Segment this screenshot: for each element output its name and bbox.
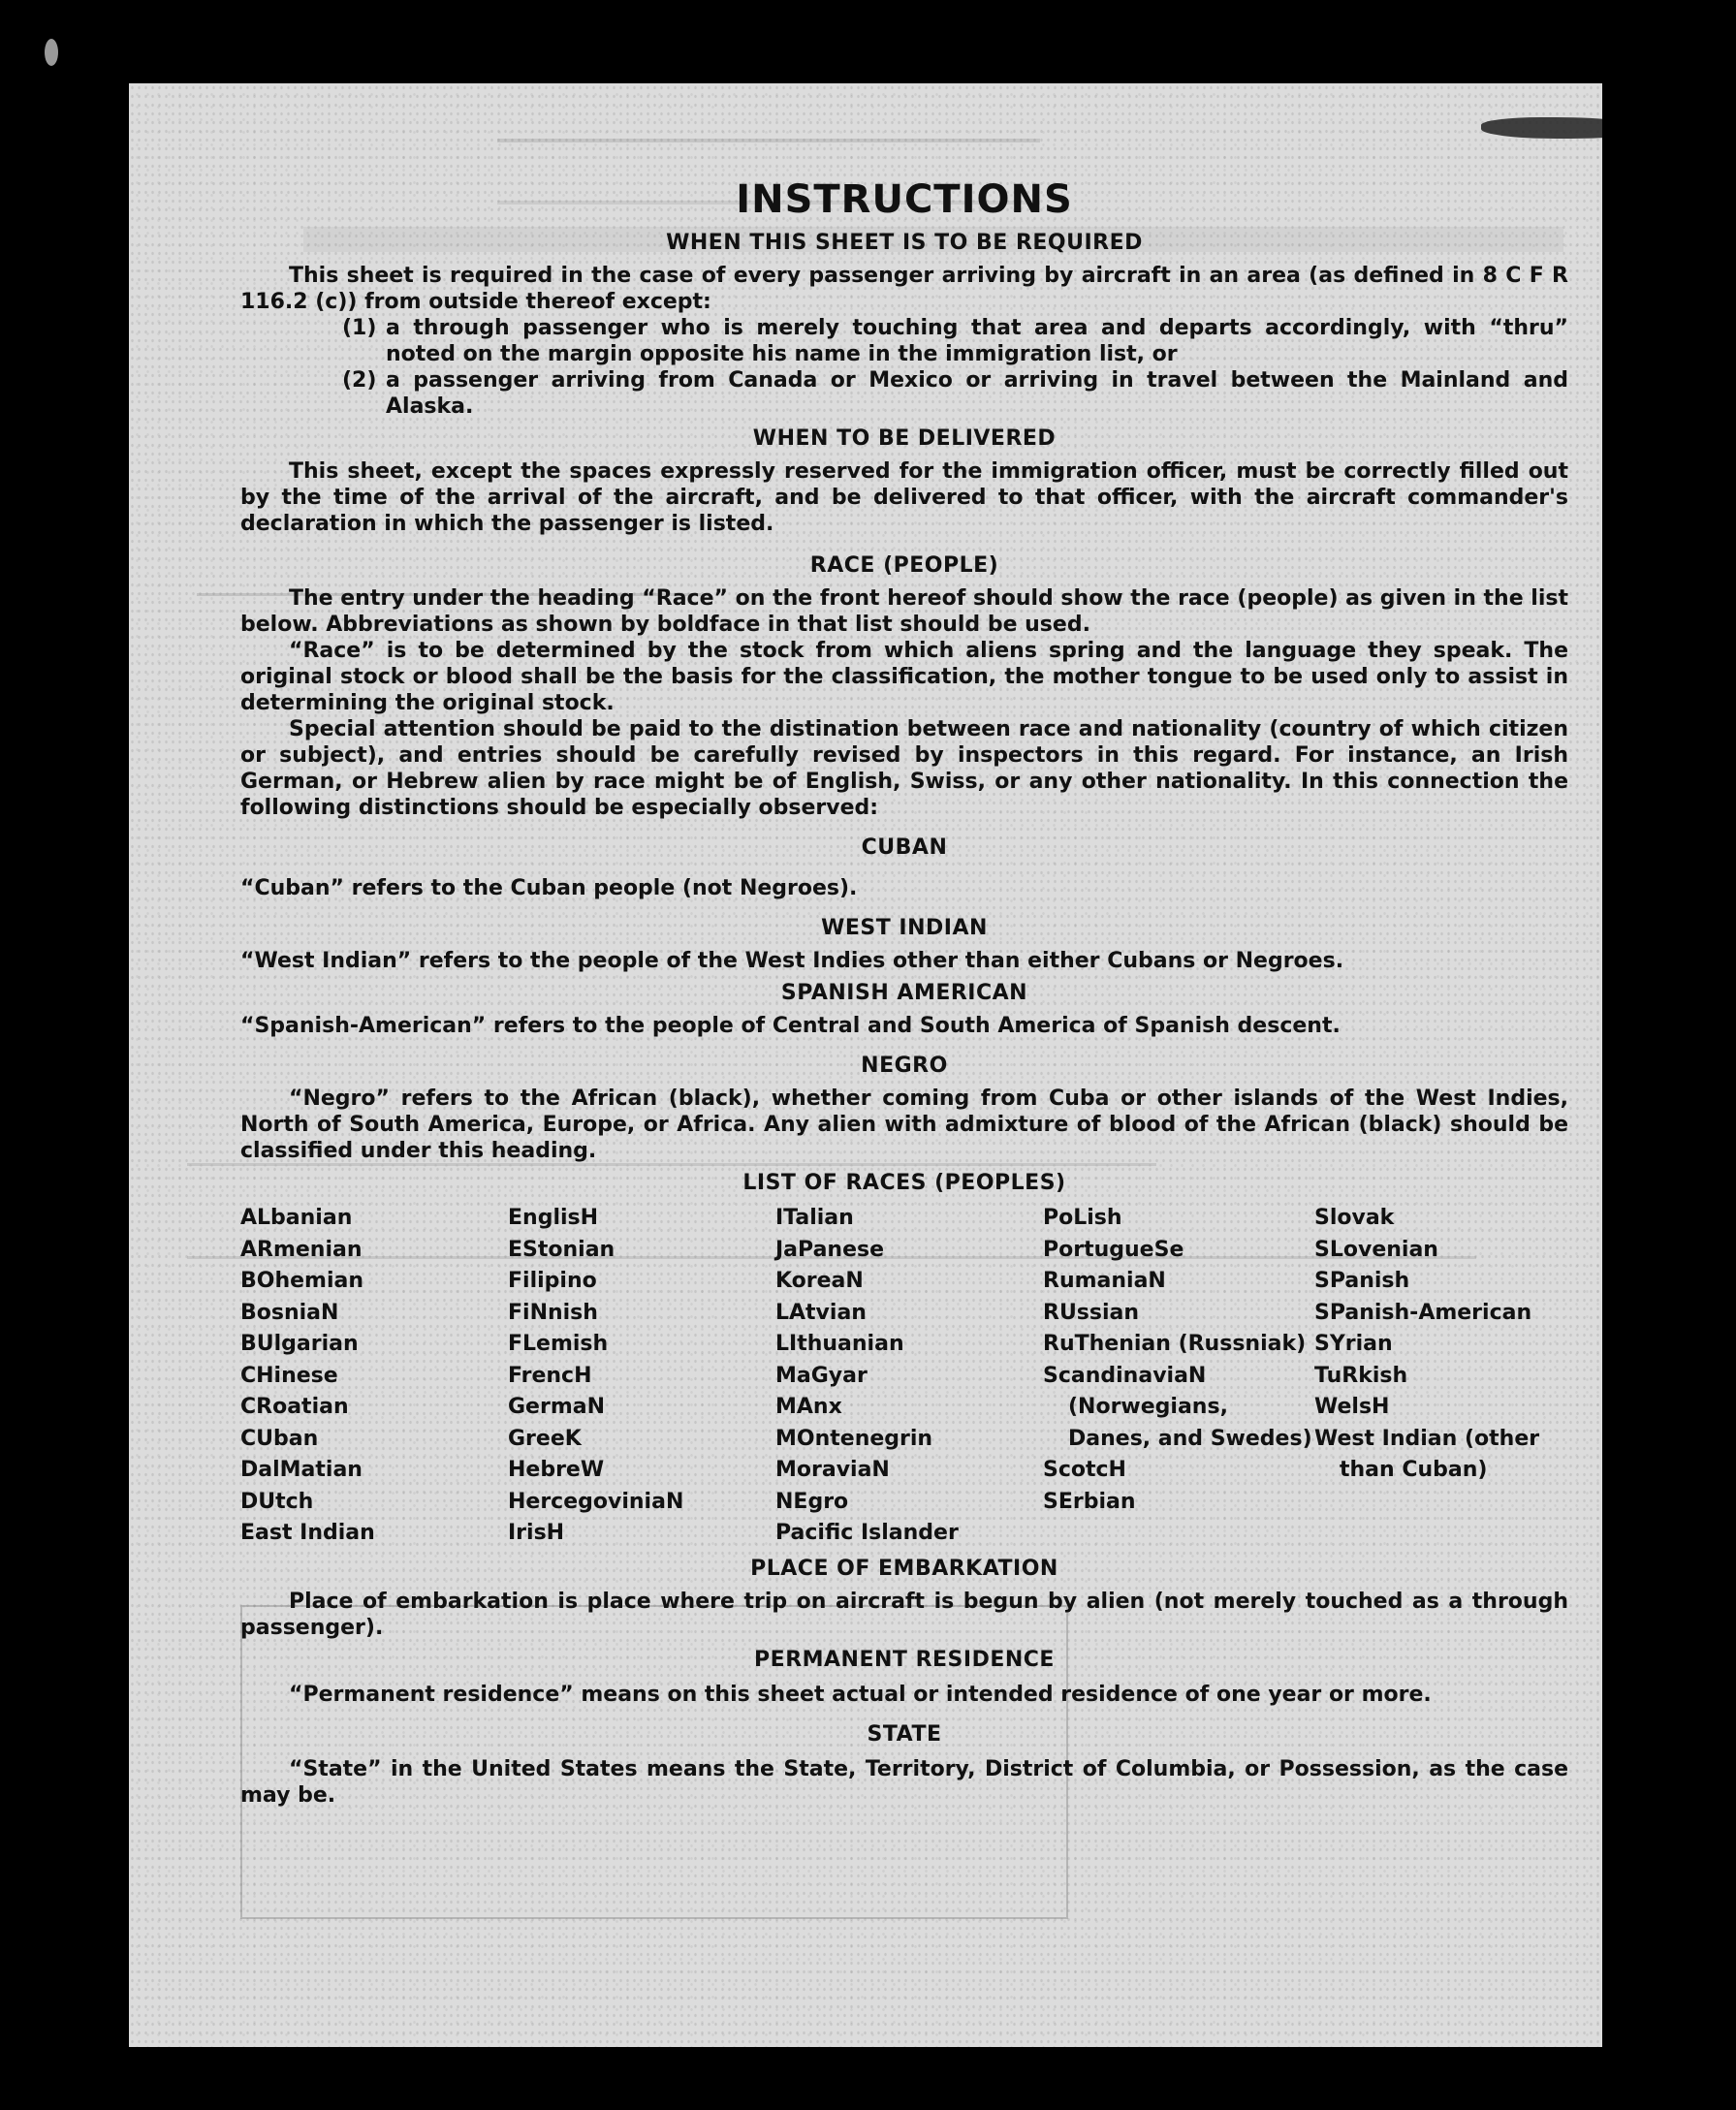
- race-entry: ARmenian: [240, 1237, 363, 1262]
- section-heading-state: STATE: [867, 1721, 942, 1747]
- permanent-residence-text: “Permanent residence” means on this sheet actual or intended residence of one year or more.: [289, 1682, 1432, 1707]
- races-column: [508, 1203, 775, 1550]
- race-entry: RumaniaN: [1043, 1269, 1166, 1293]
- exception-text: a through passenger who is merely touching that area and departs accordingly, with “thru” noted on the margin opposite his name in the immigration list, or: [386, 316, 1568, 366]
- race-entry: Pacific Islander: [775, 1521, 959, 1545]
- exception-item: [342, 367, 1568, 420]
- race-paragraph: The entry under the heading “Race” on the front hereof should show the race (people) as given in the list below. Abbreviations as shown by boldface in that list should be used.: [240, 586, 1568, 637]
- race-entry: ScotcH: [1043, 1458, 1126, 1482]
- race-entry: FrencH: [508, 1363, 592, 1388]
- races-column: [775, 1203, 1043, 1550]
- race-entry: MAnx: [775, 1395, 842, 1419]
- race-entry: SLovenian: [1314, 1237, 1438, 1262]
- race-entry: MoraviaN: [775, 1458, 890, 1482]
- race-entry: HebreW: [508, 1458, 605, 1482]
- section-heading-list-of-races: LIST OF RACES (PEOPLES): [742, 1171, 1066, 1195]
- races-column: [1043, 1203, 1314, 1550]
- state-text: “State” in the United States means the State, Territory, District of Columbia, or Possession, as the case may be.: [240, 1756, 1568, 1808]
- section-heading-when-delivered: WHEN TO BE DELIVERED: [752, 426, 1057, 451]
- race-entry: FiNnish: [508, 1300, 598, 1325]
- exception-text: a passenger arriving from Canada or Mexico or arriving in travel between the Mainland and Alaska.: [386, 368, 1568, 419]
- race-entry: BosniaN: [240, 1300, 339, 1325]
- embarkation-text: Place of embarkation is place where trip on aircraft is begun by alien (not merely touched as a through passenger).: [240, 1589, 1568, 1640]
- race-entry: CRoatian: [240, 1395, 349, 1419]
- race-entry: PoLish: [1043, 1206, 1122, 1230]
- race-entry: Filipino: [508, 1269, 597, 1293]
- race-entry: BOhemian: [240, 1269, 364, 1293]
- section-heading-west-indian: WEST INDIAN: [821, 916, 988, 940]
- race-entry: SPanish-American: [1314, 1300, 1532, 1325]
- cuban-text: “Cuban” refers to the Cuban people (not Negroes).: [240, 876, 858, 900]
- section-heading-when-required: WHEN THIS SHEET IS TO BE REQUIRED: [666, 231, 1143, 255]
- race-entry: TuRkish: [1314, 1363, 1408, 1388]
- when-required-intro: This sheet is required in the case of every passenger arriving by aircraft in an area (as defined in 8 C F R 116.2 (c)) from outside thereof except:: [240, 264, 1568, 314]
- race-entry: MaGyar: [775, 1363, 868, 1388]
- race-entry: ALbanian: [240, 1206, 353, 1230]
- section-heading-cuban: CUBAN: [861, 835, 948, 860]
- negro-text: “Negro” refers to the African (black), whether coming from Cuba or other islands of the West Indies, North of South America, Europe, or Africa. Any alien with admixture of blood of the African (black) should be classified under this heading.: [240, 1086, 1568, 1163]
- race-entry: WelsH: [1314, 1395, 1390, 1419]
- race-entry: DUtch: [240, 1489, 314, 1514]
- race-entry: DalMatian: [240, 1458, 363, 1482]
- races-column: [1314, 1203, 1566, 1550]
- race-entry: RuThenian (Russniak): [1043, 1332, 1307, 1356]
- scan-speck: [45, 39, 58, 66]
- race-entry: SErbian: [1043, 1489, 1136, 1514]
- races-column: [240, 1203, 508, 1550]
- race-entry: LAtvian: [775, 1300, 867, 1325]
- spanish-american-text: “Spanish-American” refers to the people of Central and South America of Spanish descent.: [240, 1014, 1341, 1038]
- race-entry: NEgro: [775, 1489, 849, 1514]
- race-entry: FLemish: [508, 1332, 609, 1356]
- race-entry: CUban: [240, 1426, 319, 1451]
- section-heading-embarkation: PLACE OF EMBARKATION: [750, 1556, 1058, 1581]
- race-entry: EStonian: [508, 1237, 615, 1262]
- race-entry: RUssian: [1043, 1300, 1140, 1325]
- race-entry: CHinese: [240, 1363, 338, 1388]
- race-entry: SYrian: [1314, 1332, 1393, 1356]
- race-entry: HercegoviniaN: [508, 1489, 684, 1514]
- exception-item: [342, 315, 1568, 367]
- race-entry: PortugueSe: [1043, 1237, 1184, 1262]
- race-entry: IrisH: [508, 1521, 565, 1545]
- instruction-sheet: [129, 83, 1602, 2047]
- section-heading-permanent-residence: PERMANENT RESIDENCE: [754, 1647, 1055, 1672]
- section-heading-spanish-american: SPANISH AMERICAN: [780, 981, 1028, 1005]
- race-entry: ScandinaviaN (Norwegians, Danes, and Swedes): [1043, 1363, 1312, 1451]
- race-entry: MOntenegrin: [775, 1426, 933, 1451]
- race-paragraph: “Race” is to be determined by the stock from which aliens spring and the language they speak. The original stock or blood shall be the basis for the classification, the mother tongue to be used only to assist in determining the original stock.: [240, 639, 1568, 715]
- race-entry: ITalian: [775, 1206, 854, 1230]
- exception-number: (2): [342, 368, 377, 393]
- instructions-content: [240, 175, 1568, 1809]
- ink-blot: [1481, 117, 1602, 139]
- race-entry: GermaN: [508, 1395, 606, 1419]
- race-entry: BUlgarian: [240, 1332, 359, 1356]
- race-entry: East Indian: [240, 1521, 375, 1545]
- when-delivered-text: This sheet, except the spaces expressly reserved for the immigration officer, must be correctly filled out by the time of the arrival of the aircraft, and be delivered to that officer, with the aircraft commander's declaration in which the passenger is listed.: [240, 459, 1568, 536]
- races-list: [240, 1203, 1568, 1550]
- race-entry: GreeK: [508, 1426, 582, 1451]
- race-entry: West Indian (other than Cuban): [1314, 1426, 1540, 1482]
- section-heading-race: RACE (PEOPLE): [809, 553, 999, 578]
- race-paragraph: Special attention should be paid to the distination between race and nationality (country of which citizen or subject), and entries should be carefully revised by inspectors in this regard. For instance, an Irish German, or Hebrew alien by race might be of English, Swiss, or any other nationality. In this connection the following distinctions should be especially observed:: [240, 717, 1568, 820]
- section-heading-negro: NEGRO: [861, 1054, 948, 1078]
- west-indian-text: “West Indian” refers to the people of the West Indies other than either Cubans or Negroes.: [240, 949, 1344, 973]
- race-entry: EnglisH: [508, 1206, 599, 1230]
- document-title: INSTRUCTIONS: [736, 177, 1073, 222]
- race-entry: JaPanese: [775, 1237, 885, 1262]
- race-entry: Slovak: [1314, 1206, 1395, 1230]
- exception-number: (1): [342, 316, 377, 340]
- race-entry: SPanish: [1314, 1269, 1410, 1293]
- race-entry: KoreaN: [775, 1269, 864, 1293]
- race-entry: LIthuanian: [775, 1332, 904, 1356]
